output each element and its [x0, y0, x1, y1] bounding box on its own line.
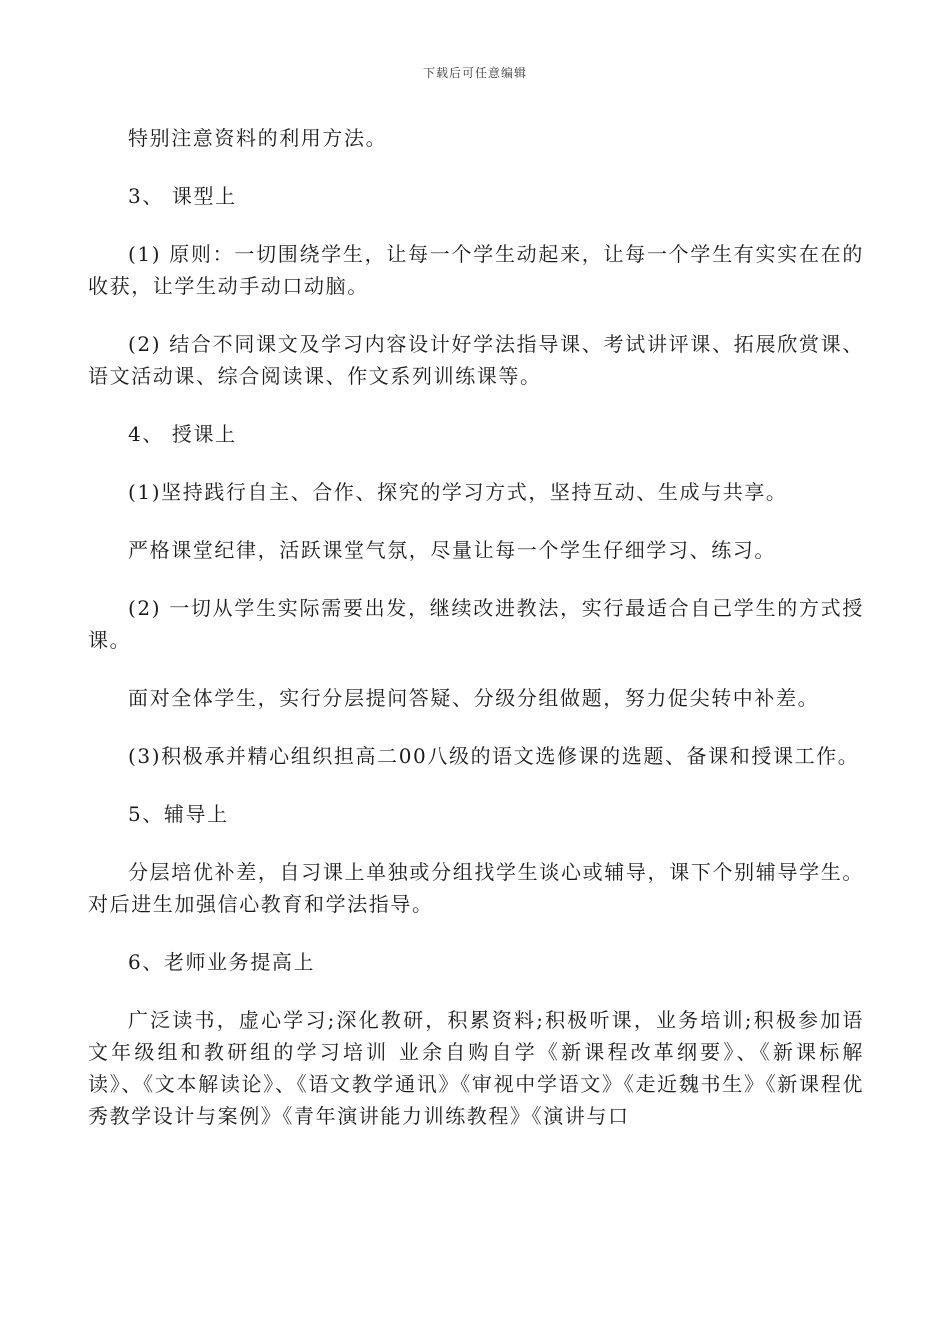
paragraph-10: (3)积极承并精心组织担高二00八级的语文选修课的选题、备课和授课工作。 [128, 744, 860, 768]
section-heading-3: 3、 课型上 [128, 184, 237, 208]
section-heading-4: 4、 授课上 [128, 422, 237, 446]
paragraph-4: (2) 结合不同课文及学习内容设计好学法指导课、考试讲评课、拓展欣赏课、语文活动课、综合阅读课、作文系列训练课等。 [88, 332, 864, 388]
page-header: 下载后可任意编辑 [422, 66, 527, 80]
paragraph-12: 分层培优补差，自习课上单独或分组找学生谈心或辅导，课下个别辅导学生。对后进生加强信心教育和学法指导。 [88, 860, 864, 916]
paragraph-7: 严格课堂纪律，活跃课堂气氛，尽量让每一个学生仔细学习、练习。 [128, 538, 776, 562]
document-body [88, 122, 864, 1158]
paragraph-6: (1)坚持践行自主、合作、探究的学习方式，坚持互动、生成与共享。 [128, 480, 788, 504]
section-heading-6: 6、老师业务提高上 [128, 950, 316, 974]
paragraph-9: 面对全体学生，实行分层提问答疑、分级分组做题，努力促尖转中补差。 [128, 686, 820, 710]
section-heading-5: 5、辅导上 [128, 802, 229, 826]
paragraph-1: 特别注意资料的利用方法。 [128, 126, 388, 150]
paragraph-8: (2) 一切从学生实际需要出发，继续改进教法，实行最适合自己学生的方式授课。 [88, 596, 864, 652]
paragraph-3: (1) 原则：一切围绕学生，让每一个学生动起来，让每一个学生有实实在在的收获，让学生动手动口动脑。 [88, 242, 864, 298]
paragraph-14: 广泛读书，虚心学习;深化教研，积累资料;积极听课，业务培训;积极参加语文年级组和教研组的学习培训 业余自购自学《新课程改革纲要》、《新课标解读》、《文本解读论》、《语文教学通讯》《审视中学语文》《走近魏书生》《新课程优秀教学设计与案例》《青年演讲能力训练教程》《演讲与口 [88, 1008, 864, 1128]
